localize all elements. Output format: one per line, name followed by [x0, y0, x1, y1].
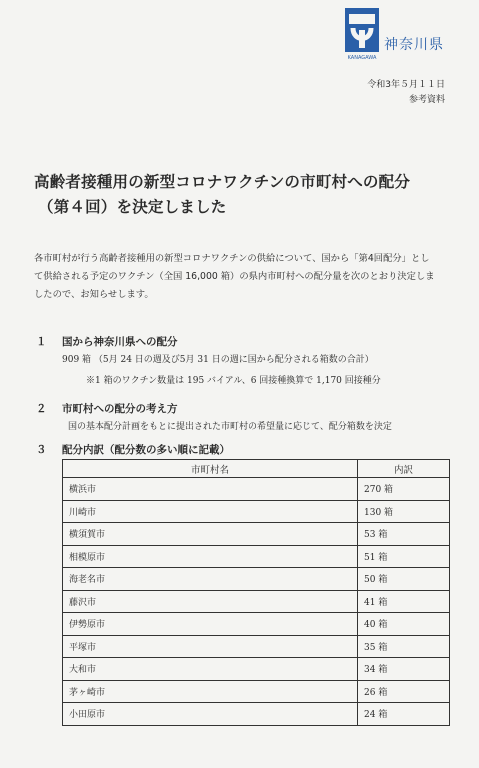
section-1-title: 国から神奈川県への配分: [62, 336, 178, 348]
table-row: [63, 590, 450, 613]
allocation-cell: 24 箱: [358, 703, 450, 726]
section-3-heading: [36, 442, 230, 457]
prefecture-name: 神奈川県: [384, 37, 444, 53]
table-row: [63, 703, 450, 726]
allocation-cell: 26 箱: [358, 680, 450, 703]
section-1-heading: [36, 334, 178, 349]
section-1-number: １: [36, 336, 47, 348]
document-date: 令和3年５月１１日: [367, 80, 445, 90]
table-row: [63, 478, 450, 501]
section-2-number: ２: [36, 403, 47, 415]
table-row: [63, 658, 450, 681]
column-header-breakdown: 内訳: [358, 460, 450, 478]
allocation-cell: 35 箱: [358, 635, 450, 658]
allocation-cell: 41 箱: [358, 590, 450, 613]
section-2-title: 市町村への配分の考え方: [62, 403, 178, 415]
section-3-number: ３: [36, 444, 47, 456]
table-row: [63, 545, 450, 568]
table-row: [63, 680, 450, 703]
table-row: [63, 635, 450, 658]
municipality-cell: 平塚市: [63, 635, 358, 658]
allocation-cell: 34 箱: [358, 658, 450, 681]
municipality-cell: 伊勢原市: [63, 613, 358, 636]
intro-line-3: したので、お知らせします。: [34, 289, 154, 300]
municipality-cell: 川崎市: [63, 500, 358, 523]
allocation-cell: 130 箱: [358, 500, 450, 523]
page-title: [34, 170, 459, 220]
section-2-heading: [36, 401, 178, 416]
allocation-table: [62, 459, 450, 726]
table-row: [63, 500, 450, 523]
municipality-cell: 横須賀市: [63, 523, 358, 546]
section-1-text: 909 箱 （5月 24 日の週及び5月 31 日の週に国から配分される箱数の合計）: [62, 355, 374, 365]
municipality-cell: 相模原市: [63, 545, 358, 568]
municipality-cell: 茅ヶ崎市: [63, 680, 358, 703]
column-header-municipality: 市町村名: [63, 460, 358, 478]
intro-line-1: 各市町村が行う高齢者接種用の新型コロナワクチンの供給について、国から「第4回配分」とし: [34, 253, 430, 264]
municipality-cell: 横浜市: [63, 478, 358, 501]
municipality-cell: 大和市: [63, 658, 358, 681]
table-row: [63, 523, 450, 546]
section-1-note: ※1 箱のワクチン数量は 195 バイアル、6 回接種換算で 1,170 回接種分: [86, 376, 381, 386]
allocation-cell: 40 箱: [358, 613, 450, 636]
table-header-row: [63, 460, 450, 478]
title-line-1: 高齢者接種用の新型コロナワクチンの市町村への配分: [34, 173, 411, 191]
document-type: 参考資料: [408, 95, 445, 105]
allocation-cell: 50 箱: [358, 568, 450, 591]
table-row: [63, 613, 450, 636]
logo-lettering: KANAGAWA: [347, 55, 377, 60]
intro-paragraph: [34, 250, 452, 304]
municipality-cell: 海老名市: [63, 568, 358, 591]
section-2-text: 国の基本配分計画をもとに提出された市町村の希望量に応じて、配分箱数を決定: [68, 422, 392, 432]
section-3-title: 配分内訳（配分数の多い順に記載）: [62, 444, 230, 456]
allocation-cell: 51 箱: [358, 545, 450, 568]
intro-line-2: て供給される予定のワクチン（全国 16,000 箱）の県内市町村への配分量を次のとおり決定しま: [34, 271, 435, 282]
allocation-cell: 53 箱: [358, 523, 450, 546]
kanagawa-emblem-icon: [345, 8, 379, 60]
municipality-cell: 藤沢市: [63, 590, 358, 613]
title-line-2: （第４回）を決定しました: [38, 198, 227, 216]
table-row: [63, 568, 450, 591]
allocation-cell: 270 箱: [358, 478, 450, 501]
municipality-cell: 小田原市: [63, 703, 358, 726]
